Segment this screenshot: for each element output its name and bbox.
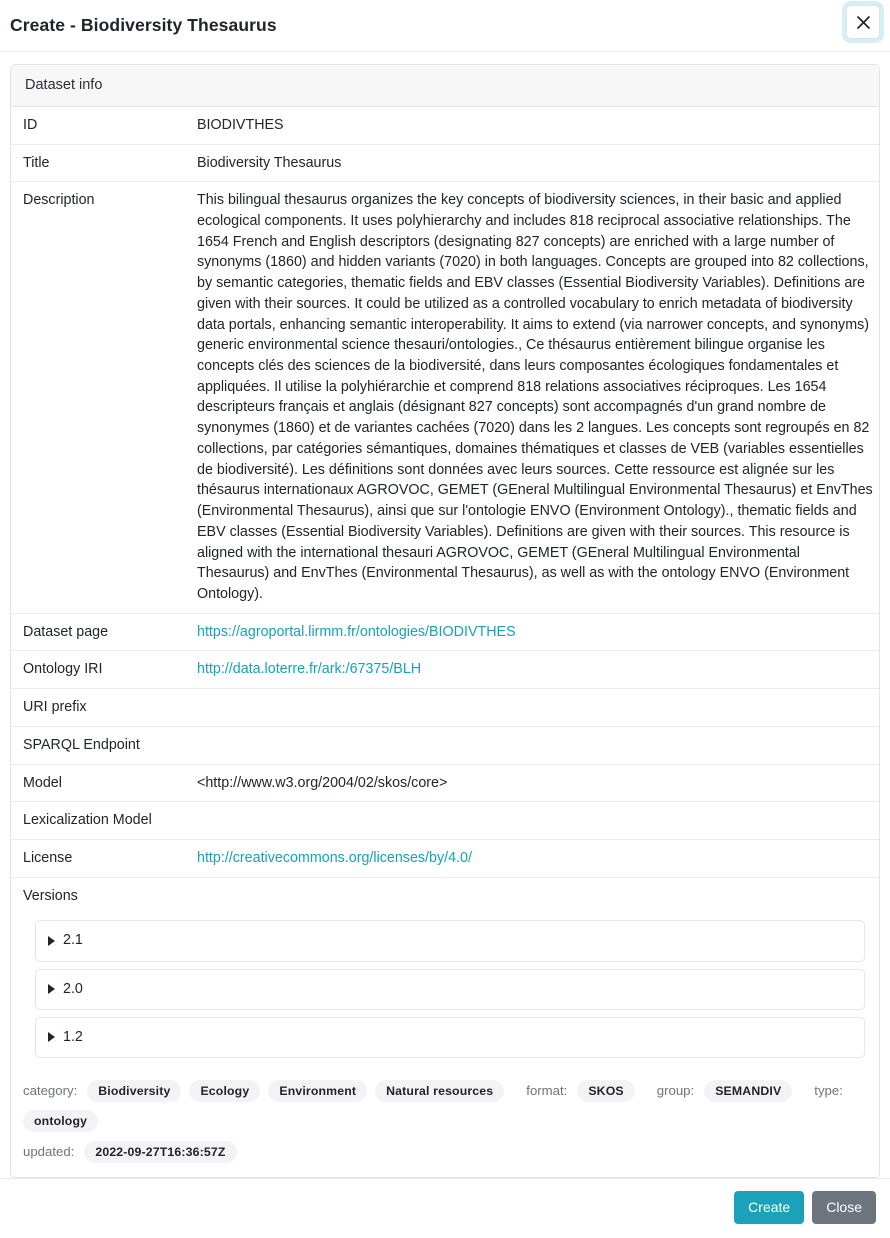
tag-pill[interactable]: SKOS xyxy=(577,1080,634,1102)
row-value xyxy=(185,726,879,764)
modal-header xyxy=(0,0,890,52)
table-row xyxy=(11,182,879,613)
chevron-right-icon xyxy=(48,936,55,946)
dataset-info-table-body xyxy=(11,107,879,915)
tag-pill[interactable]: Natural resources xyxy=(375,1080,504,1102)
table-row xyxy=(11,613,879,651)
row-label: Model xyxy=(11,764,185,802)
row-label: ID xyxy=(23,116,38,133)
ontology-iri-link[interactable]: http://data.loterre.fr/ark:/67375/BLH xyxy=(197,661,422,678)
table-row xyxy=(11,107,879,144)
table-row xyxy=(11,651,879,689)
dataset-info-table xyxy=(11,107,879,915)
row-label: Title xyxy=(11,144,185,182)
row-value xyxy=(185,689,879,727)
table-row xyxy=(11,802,879,840)
chevron-right-icon xyxy=(48,984,55,994)
version-label: 2.1 xyxy=(63,932,83,949)
page-title: Create - Biodiversity Thesaurus xyxy=(10,15,277,35)
metadata-tags xyxy=(11,1068,879,1177)
tag-pill[interactable]: SEMANDIV xyxy=(704,1080,792,1102)
dataset-info-card xyxy=(10,64,880,1178)
versions-accordion xyxy=(11,914,879,1067)
row-value: <http://www.w3.org/2004/02/skos/core> xyxy=(185,764,879,802)
row-label: Lexicalization Model xyxy=(11,802,185,840)
row-value xyxy=(185,802,879,840)
tag-pill[interactable]: Ecology xyxy=(189,1080,260,1102)
tag-pill-updated: 2022-09-27T16:36:57Z xyxy=(84,1141,236,1163)
row-label: Dataset page xyxy=(11,613,185,651)
versions-label: Versions xyxy=(11,877,879,914)
tag-key-format: format: xyxy=(526,1083,568,1099)
row-value: BIODIVTHES xyxy=(197,116,284,133)
create-button[interactable]: Create xyxy=(734,1191,804,1225)
modal-footer xyxy=(0,1178,890,1238)
table-row xyxy=(11,764,879,802)
row-label: Ontology IRI xyxy=(11,651,185,689)
close-button[interactable]: Close xyxy=(812,1191,876,1225)
version-accordion-item[interactable] xyxy=(35,920,865,961)
version-accordion-item[interactable] xyxy=(35,969,865,1010)
close-icon-button[interactable] xyxy=(846,5,880,39)
tag-line xyxy=(23,1080,865,1132)
row-value xyxy=(185,613,879,651)
row-label: License xyxy=(11,839,185,877)
row-label: SPARQL Endpoint xyxy=(11,726,185,764)
version-label: 2.0 xyxy=(63,980,83,997)
license-link[interactable]: http://creativecommons.org/licenses/by/4.0/ xyxy=(197,849,472,866)
tag-pill[interactable]: Biodiversity xyxy=(87,1080,181,1102)
row-value xyxy=(185,651,879,689)
tag-key-type: type: xyxy=(814,1083,843,1099)
dataset-info-card-header: Dataset info xyxy=(11,65,879,107)
chevron-right-icon xyxy=(48,1032,55,1042)
modal-body xyxy=(0,52,890,1178)
row-value xyxy=(185,839,879,877)
tag-pill[interactable]: Environment xyxy=(268,1080,367,1102)
version-label: 1.2 xyxy=(63,1028,83,1045)
tag-key-category: category: xyxy=(23,1083,78,1099)
row-label: URI prefix xyxy=(11,689,185,727)
tag-line xyxy=(23,1141,865,1163)
version-accordion-item[interactable] xyxy=(35,1017,865,1058)
row-value: Biodiversity Thesaurus xyxy=(185,144,879,182)
tag-key-updated: updated: xyxy=(23,1144,75,1160)
table-row xyxy=(11,839,879,877)
tag-key-group: group: xyxy=(656,1083,695,1099)
close-icon xyxy=(856,15,871,30)
table-row xyxy=(11,726,879,764)
row-label: Description xyxy=(11,182,185,613)
tag-pill[interactable]: ontology xyxy=(23,1110,98,1132)
table-row xyxy=(11,689,879,727)
row-value-description: This bilingual thesaurus organizes the key concepts of biodiversity sciences, in their basic and applied ecological components. It uses polyhierarchy and includes 818 reciprocal associative relationships. The 1654 French and English descriptors (designating 827 concepts) are enriched with a large number of synonyms (1860) and hidden variants (7020) in both languages. Concepts are grouped into 82 collections, by semantic categories, thematic fields and EBV classes (Essential Biodiversity Variables). Definitions are given with their sources. It could be utilized as a controlled vocabulary to enrich metadata of biodiversity data portals, enhancing semantic interoperability. It aims to extend (via narrower concepts, and synonyms) generic environmental science thesauri/ontologies., Ce thésaurus entièrement bilingue organise les concepts clés des sciences de la biodiversité, dans leurs composantes écologiques fondamentales et appliquées. Il utilise la polyhiérarchie et comprend 818 relations associatives réciproques. Les 1654 descripteurs français et anglais (désignant 827 concepts) sont accompagnés d'un grand nombre de synonymes (1860) et de variantes cachées (7020) dans les 2 langues. Les concepts sont regroupés en 82 collections, par catégories sémantiques, domaines thématiques et classes de VEB (variables essentielles de biodiversité). Les définitions sont données avec leurs sources. Cette ressource est alignée sur les thésaurus internationaux AGROVOC, GEMET (GEneral Multilingual Environmental Thesaurus) et EnvThes (Environmental Thesaurus), ainsi que sur l'ontologie ENVO (Environment Ontology)., thematic fields and EBV classes (Essential Biodiversity Variables). Definitions are given with their sources. This resource is aligned with the international thesauri AGROVOC, GEMET (GEneral Multilingual Environmental Thesaurus) and EnvThes (Environmental Thesaurus), as well as with the ontology ENVO (Environment Ontology). xyxy=(185,182,879,613)
table-row-versions xyxy=(11,877,879,914)
dataset-page-link[interactable]: https://agroportal.lirmm.fr/ontologies/BIODIVTHES xyxy=(197,623,516,640)
table-row xyxy=(11,144,879,182)
